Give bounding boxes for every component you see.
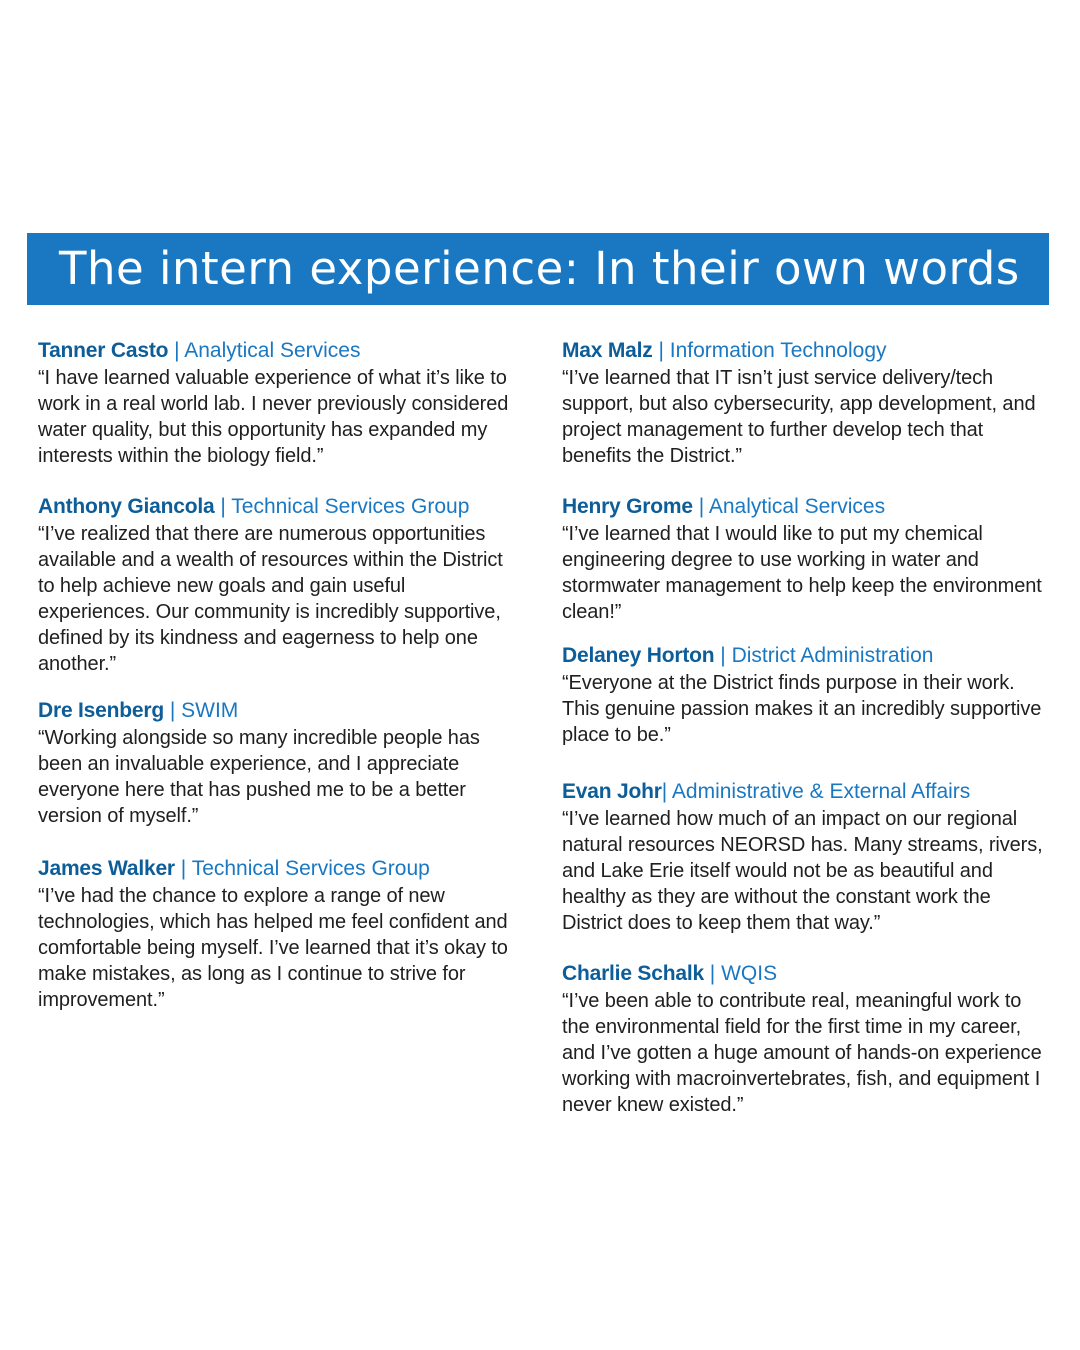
testimonial-header — [38, 338, 518, 364]
testimonial-header — [38, 698, 518, 724]
separator: | — [698, 495, 705, 518]
testimonial-header — [38, 856, 518, 882]
separator: | — [658, 339, 664, 362]
separator: | — [661, 780, 668, 803]
testimonial-tanner-casto — [38, 338, 518, 469]
separator: | — [220, 495, 226, 518]
testimonial-quote: “I’ve realized that there are numerous opportunities available and a wealth of resources within the District to help achieve new goals and gain useful experiences. Our community is incredibly supportive, defined by its kindness and eagerness to help one another.” — [38, 523, 503, 675]
intern-name: Max Malz — [562, 339, 653, 362]
testimonial-dre-isenberg — [38, 698, 518, 829]
department: WQIS — [721, 962, 778, 985]
intern-name: Charlie Schalk — [562, 962, 704, 985]
testimonial-evan-johr — [562, 779, 1047, 936]
department: Analytical Services — [184, 339, 361, 362]
separator: | — [169, 699, 176, 722]
separator: | — [174, 339, 180, 362]
separator: | — [709, 962, 716, 985]
testimonial-header — [38, 494, 518, 520]
testimonial-max-malz — [562, 338, 1047, 469]
testimonial-anthony-giancola — [38, 494, 518, 677]
title-banner — [27, 233, 1049, 305]
testimonial-quote: “I’ve learned that IT isn’t just service delivery/tech support, but also cybersecurity, app development, and project management to further develop tech that benefits the District.” — [562, 367, 1036, 467]
testimonial-header — [562, 338, 1047, 364]
testimonial-quote: “I’ve learned how much of an impact on our regional natural resources NEORSD has. Many streams, rivers, and Lake Erie itself would not be as beautiful and healthy as they are without the constant work the District does to keep them that way.” — [562, 808, 1043, 934]
department: SWIM — [181, 699, 239, 722]
separator: | — [180, 857, 187, 880]
department: Technical Services Group — [231, 495, 470, 518]
department: Analytical Services — [708, 495, 886, 518]
intern-name: Tanner Casto — [38, 339, 169, 362]
testimonial-james-walker — [38, 856, 518, 1013]
testimonial-henry-grome — [562, 494, 1047, 625]
testimonial-quote: “I’ve learned that I would like to put my chemical engineering degree to use working in water and stormwater management to help keep the environment clean!” — [562, 523, 1042, 623]
department: Technical Services Group — [191, 857, 430, 880]
separator: | — [720, 644, 726, 667]
department: District Administration — [731, 644, 934, 667]
department: Information Technology — [669, 339, 887, 362]
testimonial-header — [562, 961, 1047, 987]
testimonial-header — [562, 643, 1047, 669]
intern-name: Dre Isenberg — [38, 699, 164, 722]
testimonial-quote: “I have learned valuable experience of what it’s like to work in a real world lab. I never previously considered water quality, but this opportunity has expanded my interests within the biology field.” — [38, 367, 509, 467]
testimonial-header — [562, 494, 1047, 520]
department: Administrative & External Affairs — [671, 780, 971, 803]
intern-name: Delaney Horton — [562, 644, 715, 667]
intern-name: Anthony Giancola — [38, 495, 215, 518]
intern-name: Evan Johr — [562, 780, 662, 803]
testimonial-delaney-horton — [562, 643, 1047, 748]
intern-name: James Walker — [38, 857, 175, 880]
testimonial-quote: “Everyone at the District finds purpose in their work. This genuine passion makes it an incredibly supportive place to be.” — [562, 672, 1042, 746]
testimonial-quote: “Working alongside so many incredible people has been an invaluable experience, and I appreciate everyone here that has pushed me to be a better version of myself.” — [38, 727, 480, 827]
testimonial-header — [562, 779, 1047, 805]
testimonial-quote: “I’ve been able to contribute real, meaningful work to the environmental field for the first time in my career, and I’ve gotten a huge amount of hands-on experience working with macroinvertebrates, fish, and equipment I never knew existed.” — [562, 990, 1042, 1116]
intern-name: Henry Grome — [562, 495, 693, 518]
page-title: The intern experience: In their own words — [59, 242, 1020, 295]
testimonial-quote: “I’ve had the chance to explore a range of new technologies, which has helped me feel confident and comfortable being myself. I’ve learned that it’s okay to make mistakes, as long as I continue to strive for improvement.” — [38, 885, 508, 1011]
testimonial-charlie-schalk — [562, 961, 1047, 1118]
